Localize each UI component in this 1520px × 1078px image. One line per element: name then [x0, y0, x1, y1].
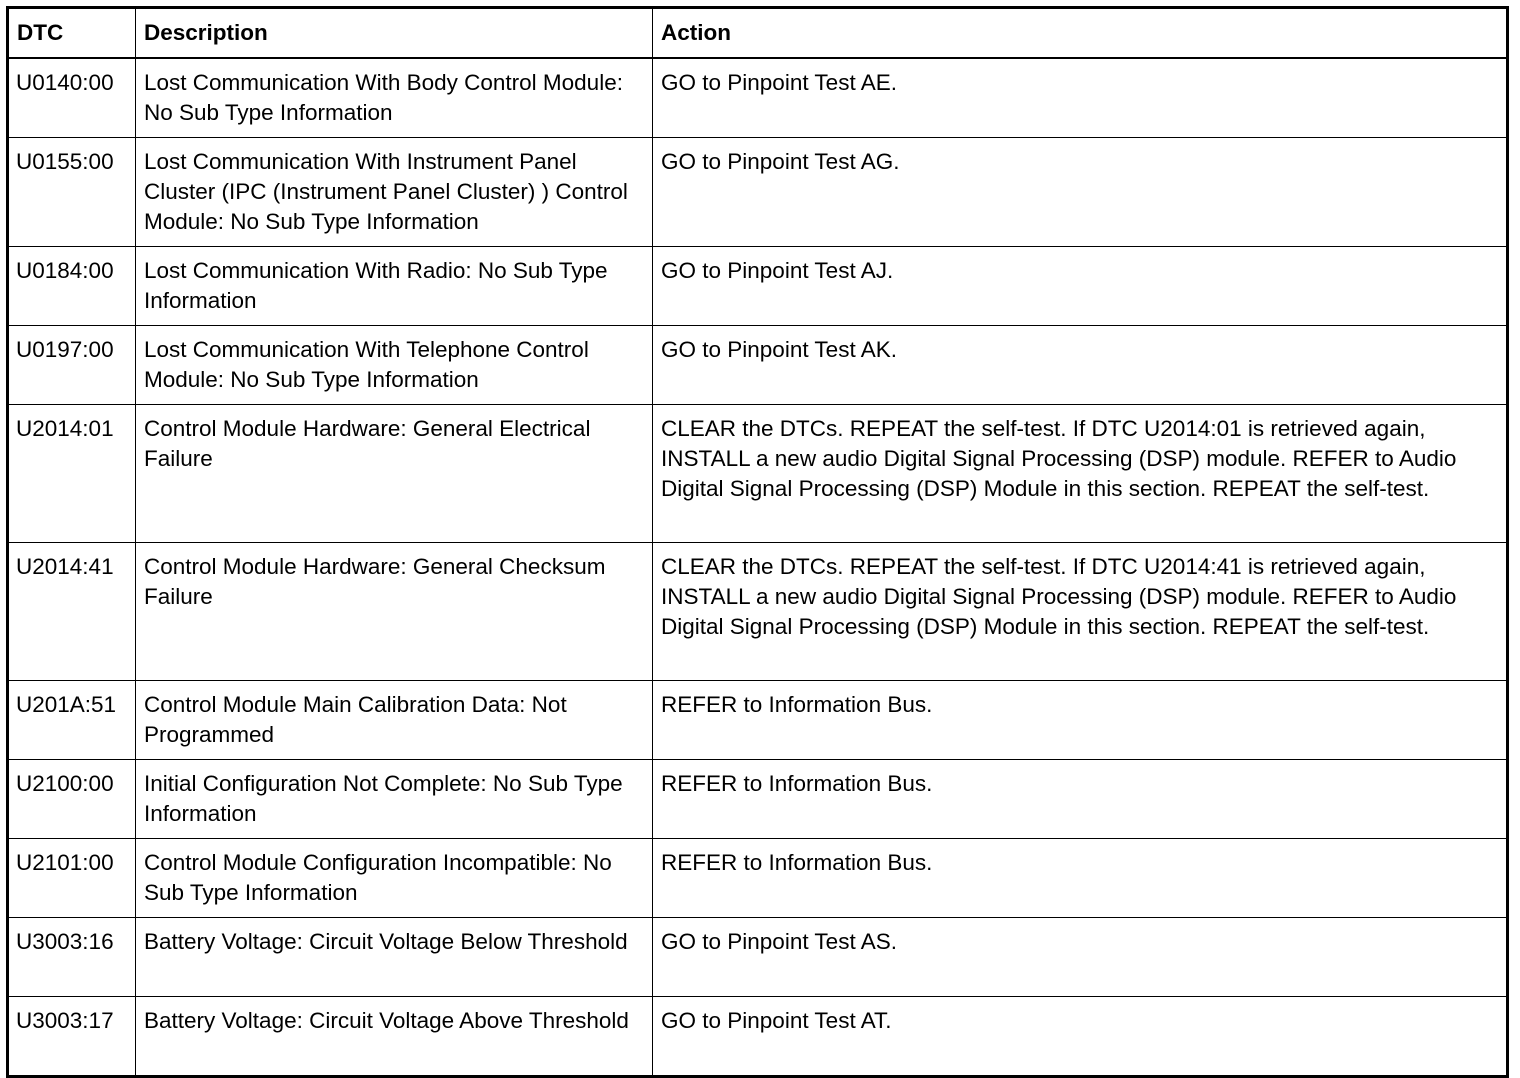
dtc-action: GO to Pinpoint Test AT. — [653, 997, 1508, 1077]
column-header-dtc: DTC — [8, 8, 136, 59]
dtc-action: GO to Pinpoint Test AG. — [653, 138, 1508, 247]
dtc-code: U0184:00 — [8, 247, 136, 326]
dtc-description: Battery Voltage: Circuit Voltage Below Threshold — [136, 918, 653, 997]
table-row — [8, 326, 1508, 405]
dtc-code: U0197:00 — [8, 326, 136, 405]
dtc-action: GO to Pinpoint Test AE. — [653, 58, 1508, 138]
table-row — [8, 247, 1508, 326]
table-row — [8, 839, 1508, 918]
dtc-code: U2100:00 — [8, 760, 136, 839]
dtc-code: U0155:00 — [8, 138, 136, 247]
dtc-code: U2014:41 — [8, 543, 136, 681]
table-row — [8, 760, 1508, 839]
dtc-description: Control Module Hardware: General Checksum Failure — [136, 543, 653, 681]
dtc-code: U201A:51 — [8, 681, 136, 760]
dtc-description: Control Module Main Calibration Data: Not Programmed — [136, 681, 653, 760]
dtc-description: Lost Communication With Radio: No Sub Type Information — [136, 247, 653, 326]
dtc-action: REFER to Information Bus. — [653, 760, 1508, 839]
dtc-code: U2101:00 — [8, 839, 136, 918]
dtc-description: Control Module Hardware: General Electrical Failure — [136, 405, 653, 543]
dtc-action: CLEAR the DTCs. REPEAT the self-test. If DTC U2014:01 is retrieved again, INSTALL a new audio Digital Signal Processing (DSP) module. REFER to Audio Digital Signal Processing (DSP) Module in this section. REPEAT the self-test. — [653, 405, 1508, 543]
table-row — [8, 138, 1508, 247]
dtc-action: CLEAR the DTCs. REPEAT the self-test. If DTC U2014:41 is retrieved again, INSTALL a new audio Digital Signal Processing (DSP) module. REFER to Audio Digital Signal Processing (DSP) Module in this section. REPEAT the self-test. — [653, 543, 1508, 681]
dtc-description: Lost Communication With Body Control Module: No Sub Type Information — [136, 58, 653, 138]
dtc-description: Control Module Configuration Incompatible: No Sub Type Information — [136, 839, 653, 918]
column-header-action: Action — [653, 8, 1508, 59]
dtc-code: U3003:16 — [8, 918, 136, 997]
dtc-table — [6, 6, 1509, 1078]
table-row — [8, 997, 1508, 1077]
dtc-description: Lost Communication With Instrument Panel Cluster (IPC (Instrument Panel Cluster) ) Control Module: No Sub Type Information — [136, 138, 653, 247]
table-row — [8, 918, 1508, 997]
dtc-description: Initial Configuration Not Complete: No Sub Type Information — [136, 760, 653, 839]
table-header-row — [8, 8, 1508, 59]
table-row — [8, 543, 1508, 681]
table-row — [8, 58, 1508, 138]
dtc-action: REFER to Information Bus. — [653, 839, 1508, 918]
dtc-description: Lost Communication With Telephone Control Module: No Sub Type Information — [136, 326, 653, 405]
dtc-description: Battery Voltage: Circuit Voltage Above Threshold — [136, 997, 653, 1077]
column-header-description: Description — [136, 8, 653, 59]
table-row — [8, 681, 1508, 760]
table-row — [8, 405, 1508, 543]
dtc-action: REFER to Information Bus. — [653, 681, 1508, 760]
dtc-code: U3003:17 — [8, 997, 136, 1077]
dtc-code: U0140:00 — [8, 58, 136, 138]
dtc-code: U2014:01 — [8, 405, 136, 543]
dtc-action: GO to Pinpoint Test AS. — [653, 918, 1508, 997]
dtc-action: GO to Pinpoint Test AK. — [653, 326, 1508, 405]
dtc-table-container — [6, 6, 1509, 1078]
dtc-action: GO to Pinpoint Test AJ. — [653, 247, 1508, 326]
